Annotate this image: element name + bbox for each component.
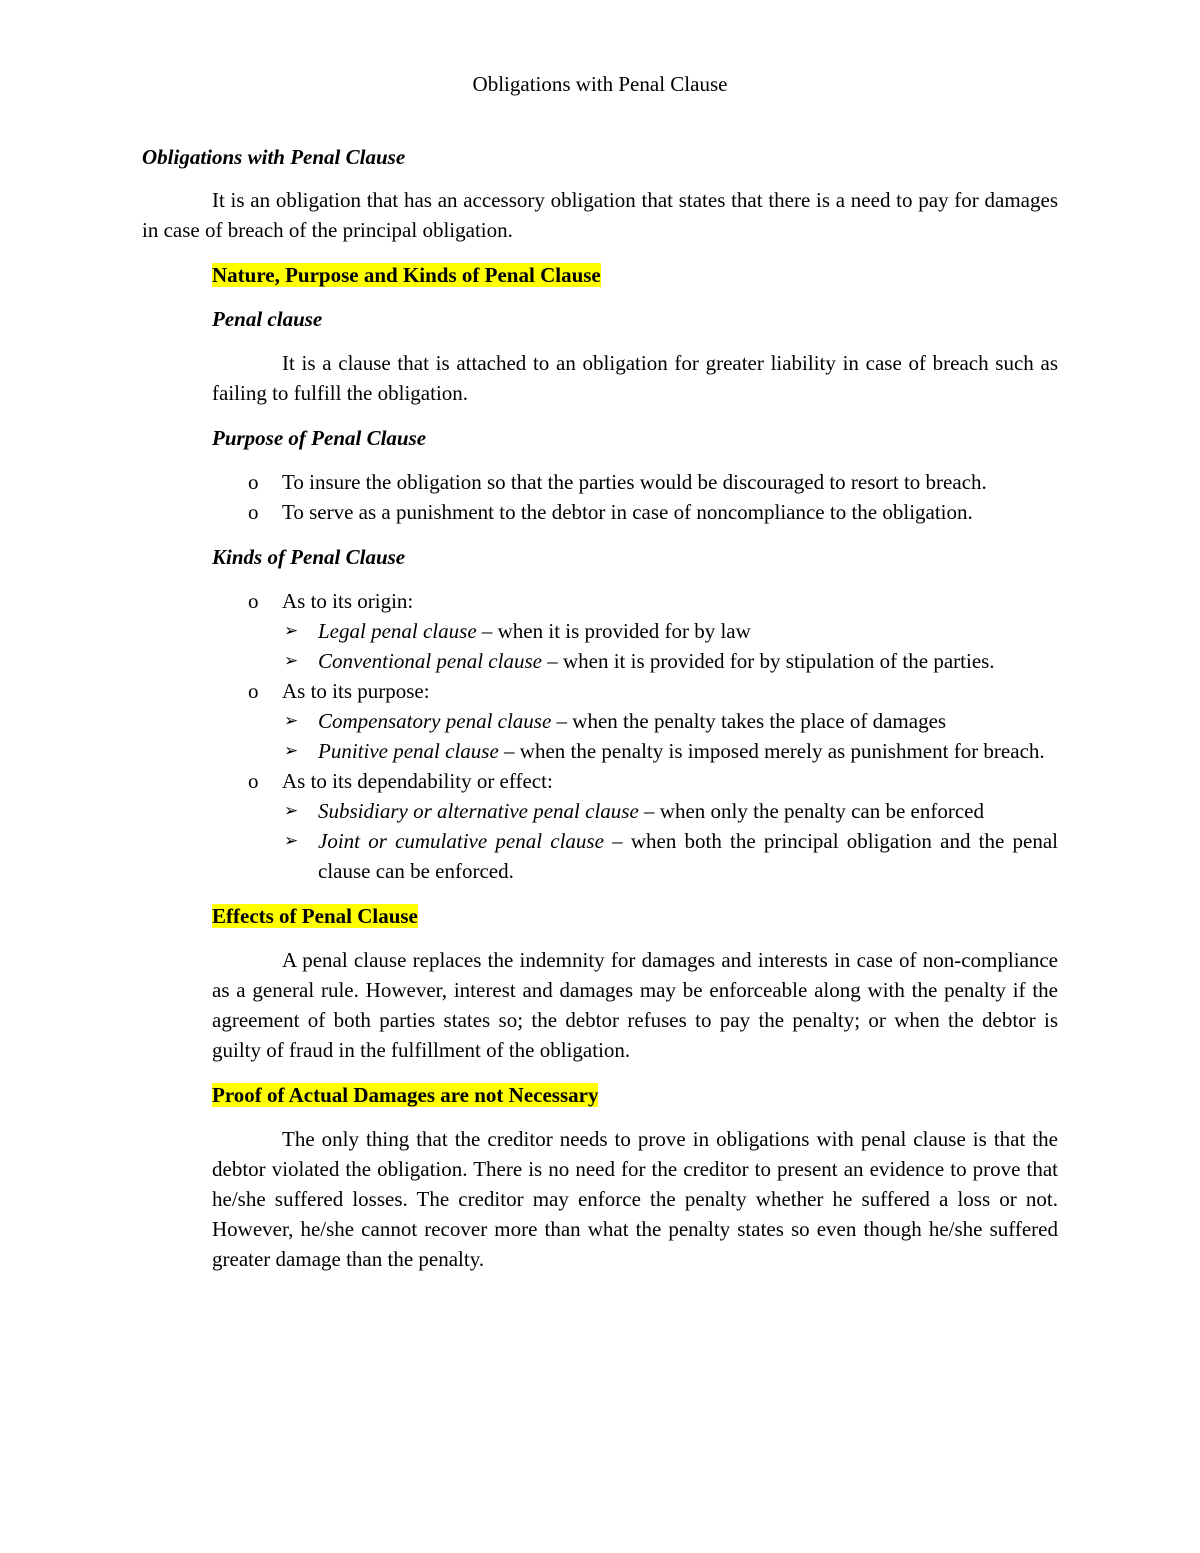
heading-text: Proof of Actual Damages are not Necessary (212, 1083, 599, 1107)
list-item (212, 467, 1058, 497)
term-description: – when the penalty is imposed merely as punishment for breach. (498, 739, 1045, 763)
term-description: – when the penalty takes the place of damages (551, 709, 947, 733)
list-item (212, 676, 1058, 766)
sub-list-item (282, 706, 1058, 736)
subheading-purpose: Purpose of Penal Clause (212, 426, 427, 450)
bullet-o-icon: o (248, 679, 259, 703)
list-item-text: To serve as a punishment to the debtor in case of noncompliance to the obligation. (282, 500, 973, 524)
arrow-bullet-icon: ➢ (284, 741, 299, 761)
highlighted-heading-effects (212, 901, 1058, 931)
list-item-label: As to its purpose: (282, 679, 430, 703)
arrow-bullet-icon: ➢ (284, 651, 299, 671)
sub-list-item (282, 826, 1058, 886)
page-header: Obligations with Penal Clause (472, 72, 728, 96)
bullet-o-icon: o (248, 769, 259, 793)
term-description: – when only the penalty can be enforced (638, 799, 984, 823)
arrow-bullet-icon: ➢ (284, 801, 299, 821)
list-item (212, 766, 1058, 886)
list-item-label: As to its origin: (282, 589, 414, 613)
subheading-kinds: Kinds of Penal Clause (212, 545, 406, 569)
sub-list (282, 706, 1058, 766)
arrow-bullet-icon: ➢ (284, 711, 299, 731)
term-description: – when both the principal obligation and the penal clause can be enforced. (318, 829, 1058, 883)
bullet-o-icon: o (248, 470, 259, 494)
sub-list (282, 616, 1058, 676)
kinds-list (212, 586, 1058, 886)
purpose-list (212, 467, 1058, 527)
nature-section (212, 260, 1058, 1274)
section-title: Obligations with Penal Clause (142, 145, 406, 169)
term: Conventional penal clause (318, 649, 542, 673)
effects-paragraph: A penal clause replaces the indemnity for damages and interests in case of non-compliance as a general rule. However, interest and damages may be enforceable along with the penalty if the agreement of both parties states so; the debtor refuses to pay the penalty; or when the debtor is guilty of fraud in the fulfillment of the obligation. (212, 948, 1058, 1062)
term: Joint or cumulative penal clause (318, 829, 604, 853)
bullet-o-icon: o (248, 589, 259, 613)
sub-list (282, 796, 1058, 886)
intro-paragraph: It is an obligation that has an accessory obligation that states that there is a need to pay for damages in case of breach of the principal obligation. (142, 188, 1058, 242)
list-item (212, 497, 1058, 527)
arrow-bullet-icon: ➢ (284, 831, 299, 851)
subheading-penal-clause: Penal clause (212, 307, 323, 331)
term: Punitive penal clause (318, 739, 499, 763)
penal-clause-paragraph: It is a clause that is attached to an obligation for greater liability in case of breach such as failing to fulfill the obligation. (212, 351, 1058, 405)
heading-text: Nature, Purpose and Kinds of Penal Clause (212, 263, 601, 287)
sub-list-item (282, 796, 1058, 826)
list-item-label: As to its dependability or effect: (282, 769, 553, 793)
proof-paragraph: The only thing that the creditor needs to prove in obligations with penal clause is that the debtor violated the obligation. There is no need for the creditor to present an evidence to prove that he/she suffered losses. The creditor may enforce the penalty whether he suffered a loss or not. However, he/she cannot recover more than what the penalty states so even though he/she suffered greater damage than the penalty. (212, 1127, 1058, 1271)
term: Compensatory penal clause (318, 709, 552, 733)
list-item (212, 586, 1058, 676)
list-item-text: To insure the obligation so that the parties would be discouraged to resort to breach. (282, 470, 987, 494)
sub-list-item (282, 616, 1058, 646)
term: Legal penal clause (318, 619, 477, 643)
document-body (142, 142, 1058, 1289)
heading-text: Effects of Penal Clause (212, 904, 418, 928)
sub-list-item (282, 736, 1058, 766)
highlighted-heading-nature (212, 260, 1058, 290)
arrow-bullet-icon: ➢ (284, 621, 299, 641)
term-description: – when it is provided for by stipulation of the parties. (541, 649, 995, 673)
term-description: – when it is provided for by law (476, 619, 751, 643)
bullet-o-icon: o (248, 500, 259, 524)
highlighted-heading-proof (212, 1080, 1058, 1110)
term: Subsidiary or alternative penal clause (318, 799, 639, 823)
sub-list-item (282, 646, 1058, 676)
